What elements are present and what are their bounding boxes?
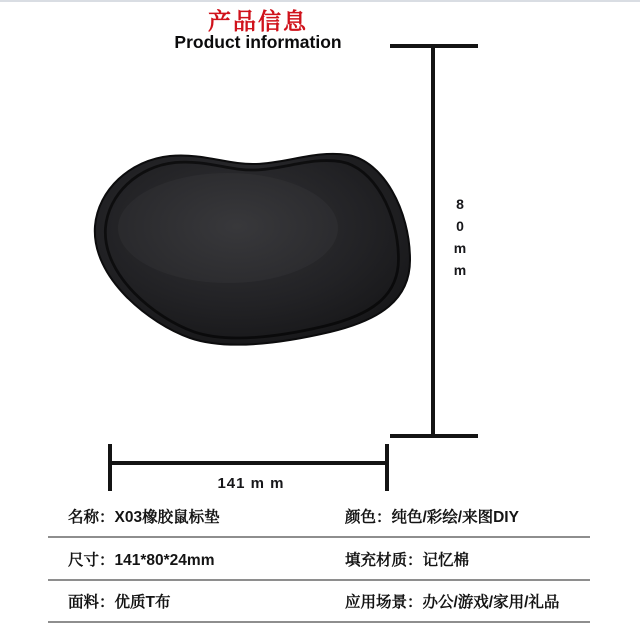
- spec-row: [48, 581, 590, 623]
- product-image-wrist-rest: [78, 148, 412, 352]
- top-divider: [0, 0, 640, 2]
- spec-cell-right: 填充材质：记忆棉: [345, 551, 470, 569]
- height-label-char: 0: [456, 218, 464, 234]
- page-title-cn: 产品信息: [208, 8, 308, 34]
- height-label-char: m: [453, 240, 467, 256]
- width-label: 141 m m: [217, 475, 285, 492]
- pad-highlight: [118, 173, 338, 283]
- spec-row: [48, 495, 590, 538]
- page-title-en: Product information: [174, 32, 342, 52]
- width-dimension-line: [110, 461, 388, 465]
- spec-cell-left: 面料：优质T布: [68, 594, 171, 611]
- height-label: [447, 193, 473, 281]
- spec-cell-right: 应用场景：办公/游戏/家用/礼品: [345, 594, 560, 611]
- spec-row: [48, 538, 590, 581]
- spec-table: [48, 495, 590, 623]
- height-label-char: m: [453, 262, 467, 278]
- spec-cell-left: 尺寸：141*80*24mm: [68, 551, 215, 569]
- width-dimension-cap-left: [108, 444, 112, 491]
- width-dimension-cap-right: [385, 444, 389, 491]
- wrist-rest-shape: [78, 148, 412, 352]
- height-label-char: 8: [456, 196, 464, 212]
- height-dimension-cap-bottom: [390, 434, 478, 438]
- spec-cell-right: 颜色：纯色/彩绘/来图DIY: [345, 508, 519, 526]
- height-dimension-line: [431, 46, 435, 438]
- spec-cell-left: 名称：X03橡胶鼠标垫: [68, 508, 220, 526]
